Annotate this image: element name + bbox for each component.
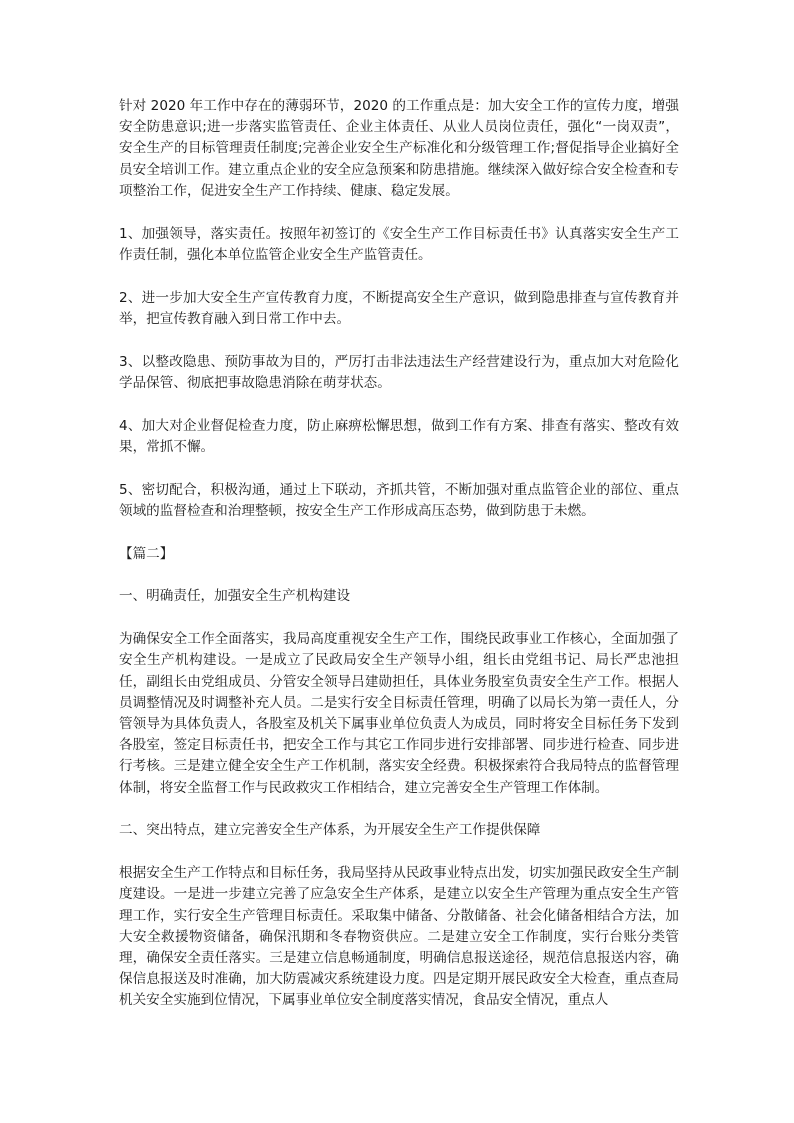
- item-4-paragraph: 4、加大对企业督促检查力度，防止麻痹松懈思想，做到工作有方案、排查有落实、整改有效果，常抓不懈。: [119, 417, 679, 455]
- subheading-1: 一、明确责任，加强安全生产机构建设: [119, 588, 351, 605]
- document-body: [119, 96, 679, 1033]
- intro-paragraph: 针对 2020 年工作中存在的薄弱环节，2020 的工作重点是：加大安全工作的宣传力度，增强安全防患意识;进一步落实监管责任、企业主体责任、从业人员岗位责任，强化“一岗双责”，安全生产的目标管理责任制度;完善企业安全生产标准化和分级管理工作;督促指导企业搞好全员安全培训工作。建立重点企业的安全应急预案和防患措施。继续深入做好综合安全检查和专项整治工作，促进安全生产工作持续、健康、稳定发展。: [119, 98, 679, 199]
- item-2-paragraph: 2、进一步加大安全生产宣传教育力度，不断提高安全生产意识，做到隐患排查与宣传教育并举，把宣传教育融入到日常工作中去。: [119, 289, 679, 327]
- body-paragraph-2: 根据安全生产工作特点和目标任务，我局坚持从民政事业特点出发，切实加强民政安全生产制度建设。一是进一步建立完善了应急安全生产体系，是建立以安全生产管理为重点安全生产管理工作，实行安全生产管理目标责任。采取集中储备、分散储备、社会化储备相结合方法，加大安全救援物资储备，确保汛期和冬春物资供应。二是建立安全工作制度，实行台账分类管理，确保安全责任落实。三是建立信息畅通制度，明确信息报送途径，规范信息报送内容，确保信息报送及时准确，加大防震减灾系统建设力度。四是定期开展民政安全大检查，重点查局机关安全实施到位情况，下属事业单位安全制度落实情况，食品安全情况，重点人: [119, 865, 679, 1009]
- item-1-paragraph: 1、加强领导，落实责任。按照年初签订的《安全生产工作目标责任书》认真落实安全生产工作责任制，强化本单位监管企业安全生产监管责任。: [119, 225, 679, 263]
- subheading-2: 二、突出特点，建立完善安全生产体系，为开展安全生产工作提供保障: [119, 822, 541, 839]
- item-5-paragraph: 5、密切配合，积极沟通，通过上下联动，齐抓共管，不断加强对重点监管企业的部位、重点领域的监督检查和治理整顿，按安全生产工作形成高压态势，做到防患于未燃。: [119, 481, 679, 519]
- item-3-paragraph: 3、以整改隐患、预防事故为目的，严厉打击非法违法生产经营建设行为，重点加大对危险化学品保管、彻底把事故隐患消除在萌芽状态。: [119, 353, 679, 391]
- section-heading-part-two: 【篇二】: [119, 545, 174, 562]
- body-paragraph-1: 为确保安全工作全面落实，我局高度重视安全生产工作，围绕民政事业工作核心，全面加强了安全生产机构建设。一是成立了民政局安全生产领导小组，组长由党组书记、局长严忠池担任，副组长由党组成员、分管安全领导吕建勋担任，具体业务股室负责安全生产工作。根据人员调整情况及时调整补充人员。二是实行安全目标责任管理，明确了以局长为第一责任人，分管领导为具体负责人，各股室及机关下属事业单位负责人为成员，同时将安全目标任务下发到各股室，签定目标责任书，把安全工作与其它工作同步进行安排部署、同步进行检查、同步进行考核。三是建立健全安全生产工作机制，落实安全经费。积极探索符合我局特点的监督管理体制，将安全监督工作与民政救灾工作相结合，建立完善安全生产管理工作体制。: [119, 631, 679, 796]
